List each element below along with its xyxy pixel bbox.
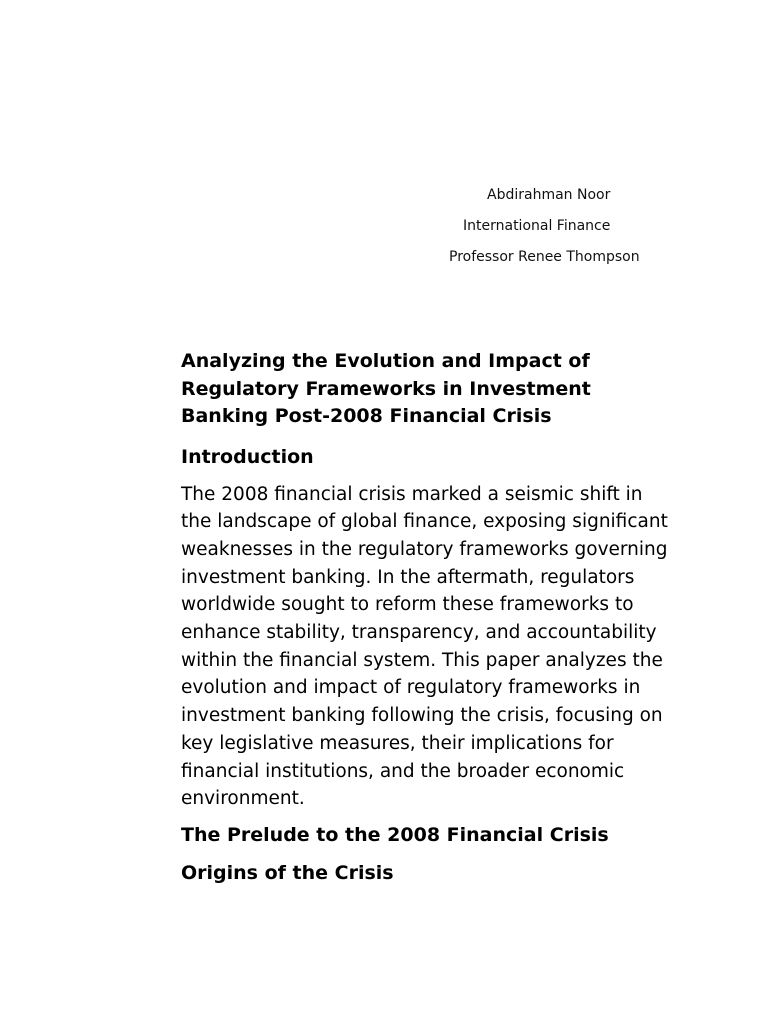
course-name: International Finance	[463, 218, 611, 234]
paper-body	[181, 348, 671, 887]
prelude-heading: The Prelude to the 2008 Financial Crisis	[181, 823, 609, 846]
introduction-paragraph: The 2008 financial crisis marked a seismic shift in the landscape of global finance, exposing significant weaknesses in the regulatory frameworks governing investment banking. In the aftermath, regulators worldwide sought to reform these frameworks to enhance stability, transparency, and accountability within the financial system. This paper analyzes the evolution and impact of regulatory frameworks in investment banking following the crisis, focusing on key legislative measures, their implications for financial institutions, and the broader economic environment.	[181, 483, 668, 810]
paper-title: Analyzing the Evolution and Impact of Regulatory Frameworks in Investment Banking Post-2008 Financial Crisis	[181, 350, 591, 427]
origins-heading: Origins of the Crisis	[181, 861, 394, 884]
paper-header	[0, 185, 768, 275]
introduction-heading: Introduction	[181, 445, 314, 468]
author-name: Abdirahman Noor	[487, 187, 611, 203]
professor-name: Professor Renee Thompson	[449, 249, 640, 265]
